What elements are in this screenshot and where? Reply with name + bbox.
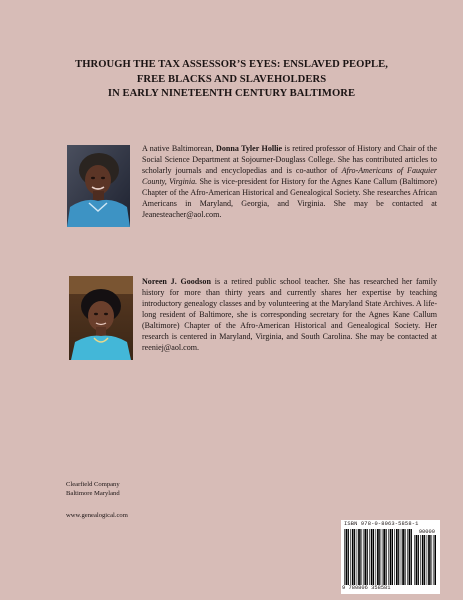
publisher-name: Clearfield Company: [66, 481, 120, 488]
title-line-3: IN EARLY NINETEENTH CENTURY BALTIMORE: [107, 88, 356, 99]
title-line-2: FREE BLACKS AND SLAVEHOLDERS: [136, 73, 327, 85]
co-authored-book-title: Afro-Americans of Fauquier County, Virginia.: [142, 166, 437, 187]
publisher-info: [66, 480, 120, 498]
addon-barcode-bars: [414, 535, 436, 585]
author-bio-goodson: [142, 276, 437, 353]
author-name-hollie: Donna Tyler Hollie: [216, 144, 283, 153]
author-bio-hollie: [142, 143, 437, 220]
author-photo-goodson: [69, 276, 133, 360]
isbn-barcode: [341, 520, 440, 594]
barcode-digits: 9 780806 358581: [342, 585, 391, 591]
price-code: 90000: [418, 529, 435, 535]
publisher-website: www.genealogical.com: [66, 512, 128, 519]
publisher-location: Baltimore Maryland: [66, 490, 120, 497]
bio-text: A native Baltimorean,: [142, 144, 217, 153]
author-name-goodson: Noreen J. Goodson: [142, 277, 211, 286]
isbn-number: ISBN 978-0-8063-5858-1: [344, 521, 419, 527]
title-line-1: THROUGH THE TAX ASSESSOR’S EYES: ENSLAVED PEOPLE,: [75, 59, 388, 70]
bio-text: is retired professor of History and Chair of the Social Science Department at Sojourner-Douglass College. She has contributed articles to scholarly journals and encyclopedias and is co-author of: [142, 144, 437, 176]
book-title: [22, 58, 441, 102]
author-photo-hollie: [67, 145, 130, 227]
ean-barcode-bars: [344, 529, 412, 585]
bio-text: is a retired public school teacher. She has researched her family history for more than thirty years and currently shares her expertise by teaching introductory genealogy classes and by volunteering at the Maryland State Archives. A life-long resident of Baltimore, she is corresponding secretary for the Agnes Kane Callum (Baltimore) Chapter of the Afro-American Historical and Genealogical Society. Her research is centered in Maryland, Virginia, and South Carolina. She may be contacted at reeniej@aol.com.: [142, 277, 437, 353]
bio-text: She is vice-president for History for the Agnes Kane Callum (Baltimore) Chapter of the Afro-American Historical and Genealogical Society. She researches African Americans in Maryland, Georgia, and Virginia. She may be contacted at Jeanesteacher@aol.com.: [142, 177, 437, 220]
